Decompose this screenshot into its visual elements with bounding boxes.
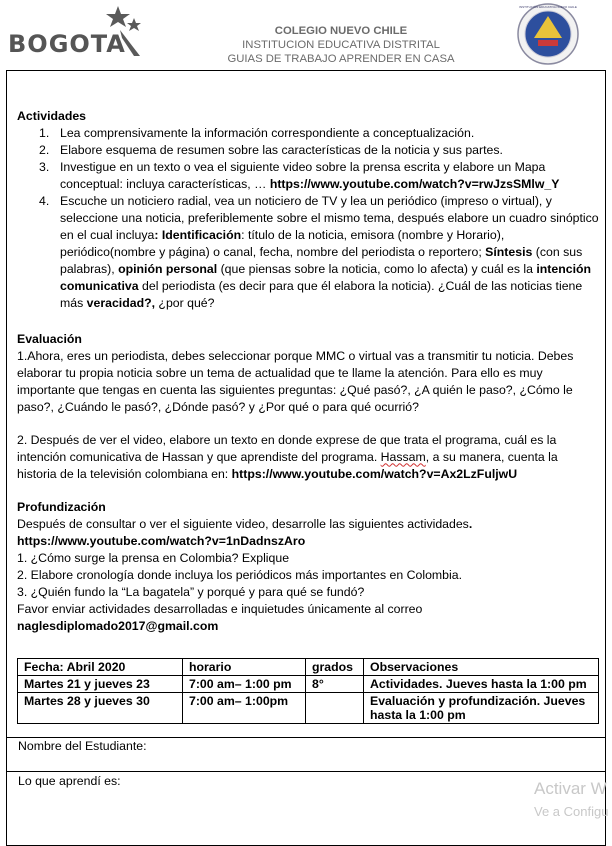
table-cell: Martes 28 y jueves 30 — [18, 693, 183, 724]
evaluation-paragraph-2: 2. Después de ver el video, elabore un texto en donde exprese de que trata el programa, cuál es la intención comunicativa de Hassan y que aprendiste del programa. Hassam, a su manera, cuenta la historia de la televisión colombiana en: https://www.youtube.com/watch?v=Ax2LzFuljwU — [17, 433, 558, 482]
table-cell: Evaluación y profundización. Jueves hasta la 1:00 pm — [364, 693, 599, 724]
table-header-cell: grados — [306, 659, 364, 676]
table-cell: 7:00 am– 1:00pm — [183, 693, 306, 724]
guide-title: GUIAS DE TRABAJO APRENDER EN CASA — [227, 53, 455, 65]
youtube-link[interactable]: https://www.youtube.com/watch?v=1nDadnszAro — [17, 534, 306, 549]
star-icon — [96, 4, 148, 60]
page-header — [0, 0, 612, 68]
table-cell: 7:00 am– 1:00 pm — [183, 676, 306, 693]
question-1: 1. ¿Cómo surge la prensa en Colombia? Explique — [17, 551, 290, 566]
guide-content — [17, 108, 600, 635]
crest-text: INSTITUCIÓN EDUCATIVA NUEVO CHILE — [519, 5, 577, 9]
table-header-cell: Observaciones — [364, 659, 599, 676]
activities-title: Actividades — [17, 109, 87, 123]
question-2: 2. Elabore cronología donde incluya los periódicos más importantes en Colombia. — [17, 568, 462, 583]
youtube-link[interactable]: https://www.youtube.com/watch?v=rwJzsSMlw_Y — [269, 176, 560, 191]
list-item: 4. Escuche un noticiero radial, vea un noticiero de TV y lea un periódico (impreso o virtual), y seleccione una noticia, preferiblemente sobre el mismo tema, después elabore un cuadro sinóptico en el cual incluya: Identificación: título de la noticia, emisora (nombre y Horario), periódico(nombre y página) o canal, fecha, nombre del periodista o reportero; Síntesis (con sus palabras), opinión personal (que piensas sobre la noticia, como lo afecta) y cuál es la intención comunicativa del periodista (es decir para que él elabora la noticia). ¿Cuál de las noticias tiene más veracidad?, ¿por qué? — [39, 193, 599, 310]
evaluation-paragraph-1: 1.Ahora, eres un periodista, debes seleccionar porque MMC o virtual vas a transmitir tu noticia. Debes elaborar tu propia noticia sobre un tema de actualidad que te llame la atención. Para ello es muy importante que tengas en cuenta las siguientes preguntas: ¿Qué pasó?, ¿A quién le paso?, ¿Cómo le paso?, ¿Cuándo le pasó?, ¿Dónde pasó? y ¿Por qué o para qué ocurrió? — [17, 348, 574, 414]
bogota-logo-text: BOGOTA — [8, 30, 126, 58]
deepening-intro: Después de consultar o ver el siguiente video, desarrolle las siguientes actividades. — [17, 517, 473, 532]
evaluation-section — [17, 331, 600, 484]
divider — [7, 771, 605, 772]
table-cell: Actividades. Jueves hasta la 1:00 pm — [364, 676, 599, 693]
student-name-label: Nombre del Estudiante: — [18, 739, 147, 753]
table-header-row — [18, 659, 599, 676]
activation-watermark-subtitle: Ve a Configu — [534, 804, 609, 819]
table-cell: Martes 21 y jueves 23 — [18, 676, 183, 693]
table-row — [18, 693, 599, 724]
evaluation-title: Evaluación — [17, 331, 82, 346]
school-name: COLEGIO NUEVO CHILE — [274, 25, 408, 37]
table-header-cell: horario — [183, 659, 306, 676]
table-row — [18, 676, 599, 693]
schedule-table — [17, 658, 599, 724]
institution-type: INSTITUCION EDUCATIVA DISTRITAL — [242, 39, 440, 51]
youtube-link[interactable]: https://www.youtube.com/watch?v=Ax2LzFuljwU — [231, 467, 518, 482]
table-cell — [306, 693, 364, 724]
activation-watermark: Activar W — [534, 779, 607, 798]
deepening-section — [17, 499, 600, 635]
contact-email[interactable]: naglesdiplomado2017@gmail.com — [17, 619, 219, 634]
learned-label: Lo que aprendí es: — [18, 774, 121, 788]
school-name-block — [180, 24, 502, 66]
bogota-logo — [8, 4, 148, 60]
crest-icon — [516, 2, 580, 66]
school-crest-logo — [516, 2, 580, 66]
submission-note: Favor enviar actividades desarrolladas e inquietudes únicamente al correo — [17, 602, 423, 617]
deepening-title: Profundización — [17, 500, 106, 515]
question-3: 3. ¿Quién fundo la “La bagatela” y porqué y para qué se fundó? — [17, 585, 365, 600]
list-item: 3. Investigue en un texto o vea el siguiente video sobre la prensa escrita y elabore un Mapa conceptual: incluya características, … https://www.youtube.com/watch?v=rwJzsSMlw_Y — [39, 159, 560, 191]
table-header-cell: Fecha: Abril 2020 — [18, 659, 183, 676]
list-item: 2. Elabore esquema de resumen sobre las características de la noticia y sus partes. — [39, 142, 503, 157]
activities-list — [17, 125, 600, 312]
table-cell: 8° — [306, 676, 364, 693]
list-item: 1. Lea comprensivamente la información correspondiente a conceptualización. — [39, 125, 475, 140]
